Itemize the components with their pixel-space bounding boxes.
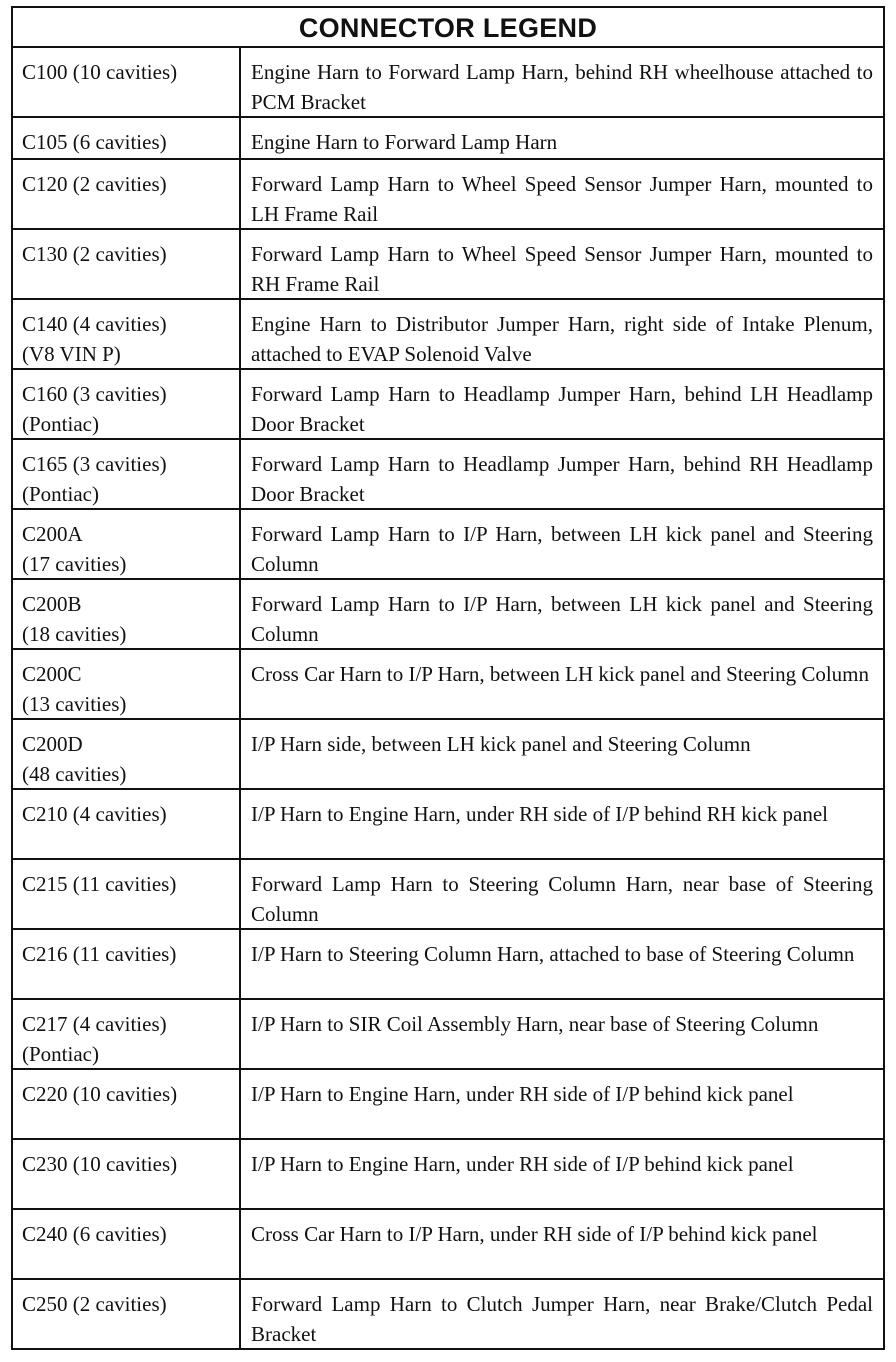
table-row [13,790,883,860]
connector-cell: C210 (4 cavities) [13,790,241,858]
location-cell: Forward Lamp Harn to Wheel Speed Sensor Jumper Harn, mounted to RH Frame Rail [251,242,873,296]
connector-cell: C140 (4 cavities) (V8 VIN P) [13,300,241,368]
connector-cell: C240 (6 cavities) [13,1210,241,1278]
connector-cell: C120 (2 cavities) [13,160,241,228]
table-row [13,720,883,790]
location-cell: Engine Harn to Distributor Jumper Harn, right side of Intake Plenum, attached to EVAP Solenoid Valve [251,312,873,366]
connector-cell: C200C (13 cavities) [13,650,241,718]
location-cell: Forward Lamp Harn to Headlamp Jumper Harn, behind LH Headlamp Door Bracket [251,382,873,436]
table-row [13,370,883,440]
connector-cell: C217 (4 cavities) (Pontiac) [13,1000,241,1068]
location-cell: Engine Harn to Forward Lamp Harn, behind RH wheelhouse attached to PCM Bracket [251,60,873,114]
table-row [13,1070,883,1140]
location-cell: I/P Harn to Engine Harn, under RH side of I/P behind kick panel [251,1152,794,1176]
table-row [13,230,883,300]
table-row [13,580,883,650]
connector-cell: C165 (3 cavities) (Pontiac) [13,440,241,508]
connector-cell: C250 (2 cavities) [13,1280,241,1348]
table-row [13,1140,883,1210]
legend-title: CONNECTOR LEGEND [13,8,883,48]
location-cell: I/P Harn to SIR Coil Assembly Harn, near base of Steering Column [251,1012,819,1036]
connector-cell: C160 (3 cavities) (Pontiac) [13,370,241,438]
connector-cell: C215 (11 cavities) [13,860,241,928]
table-row [13,1000,883,1070]
location-cell: I/P Harn to Engine Harn, under RH side of I/P behind kick panel [251,1082,794,1106]
connector-cell: C230 (10 cavities) [13,1140,241,1208]
location-cell: Engine Harn to Forward Lamp Harn [251,130,558,154]
connector-cell: C130 (2 cavities) [13,230,241,298]
location-cell: Cross Car Harn to I/P Harn, between LH kick panel and Steering Column [251,662,870,686]
location-cell: Forward Lamp Harn to Wheel Speed Sensor Jumper Harn, mounted to LH Frame Rail [251,172,873,226]
location-cell: I/P Harn to Engine Harn, under RH side of I/P behind RH kick panel [251,802,828,826]
connector-cell: C220 (10 cavities) [13,1070,241,1138]
connector-cell: C105 (6 cavities) [13,118,241,158]
location-cell: Forward Lamp Harn to I/P Harn, between LH kick panel and Steering Column [251,592,873,646]
table-row [13,48,883,118]
location-cell: Forward Lamp Harn to Steering Column Harn, near base of Steering Column [251,872,873,926]
location-cell: Forward Lamp Harn to Clutch Jumper Harn, near Brake/Clutch Pedal Bracket [251,1292,873,1346]
table-row [13,650,883,720]
location-cell: Forward Lamp Harn to I/P Harn, between LH kick panel and Steering Column [251,522,873,576]
connector-cell: C216 (11 cavities) [13,930,241,998]
table-row [13,1280,883,1348]
connector-legend-table [11,6,885,1350]
table-row [13,860,883,930]
connector-cell: C200D (48 cavities) [13,720,241,788]
location-cell: Cross Car Harn to I/P Harn, under RH side of I/P behind kick panel [251,1222,818,1246]
location-cell: I/P Harn to Steering Column Harn, attached to base of Steering Column [251,942,855,966]
connector-cell: C100 (10 cavities) [13,48,241,116]
table-row [13,510,883,580]
table-row [13,440,883,510]
table-row [13,930,883,1000]
connector-cell: C200B (18 cavities) [13,580,241,648]
table-row [13,118,883,160]
connector-cell: C200A (17 cavities) [13,510,241,578]
location-cell: Forward Lamp Harn to Headlamp Jumper Harn, behind RH Headlamp Door Bracket [251,452,873,506]
table-row [13,160,883,230]
table-row [13,1210,883,1280]
location-cell: I/P Harn side, between LH kick panel and Steering Column [251,732,751,756]
table-row [13,300,883,370]
